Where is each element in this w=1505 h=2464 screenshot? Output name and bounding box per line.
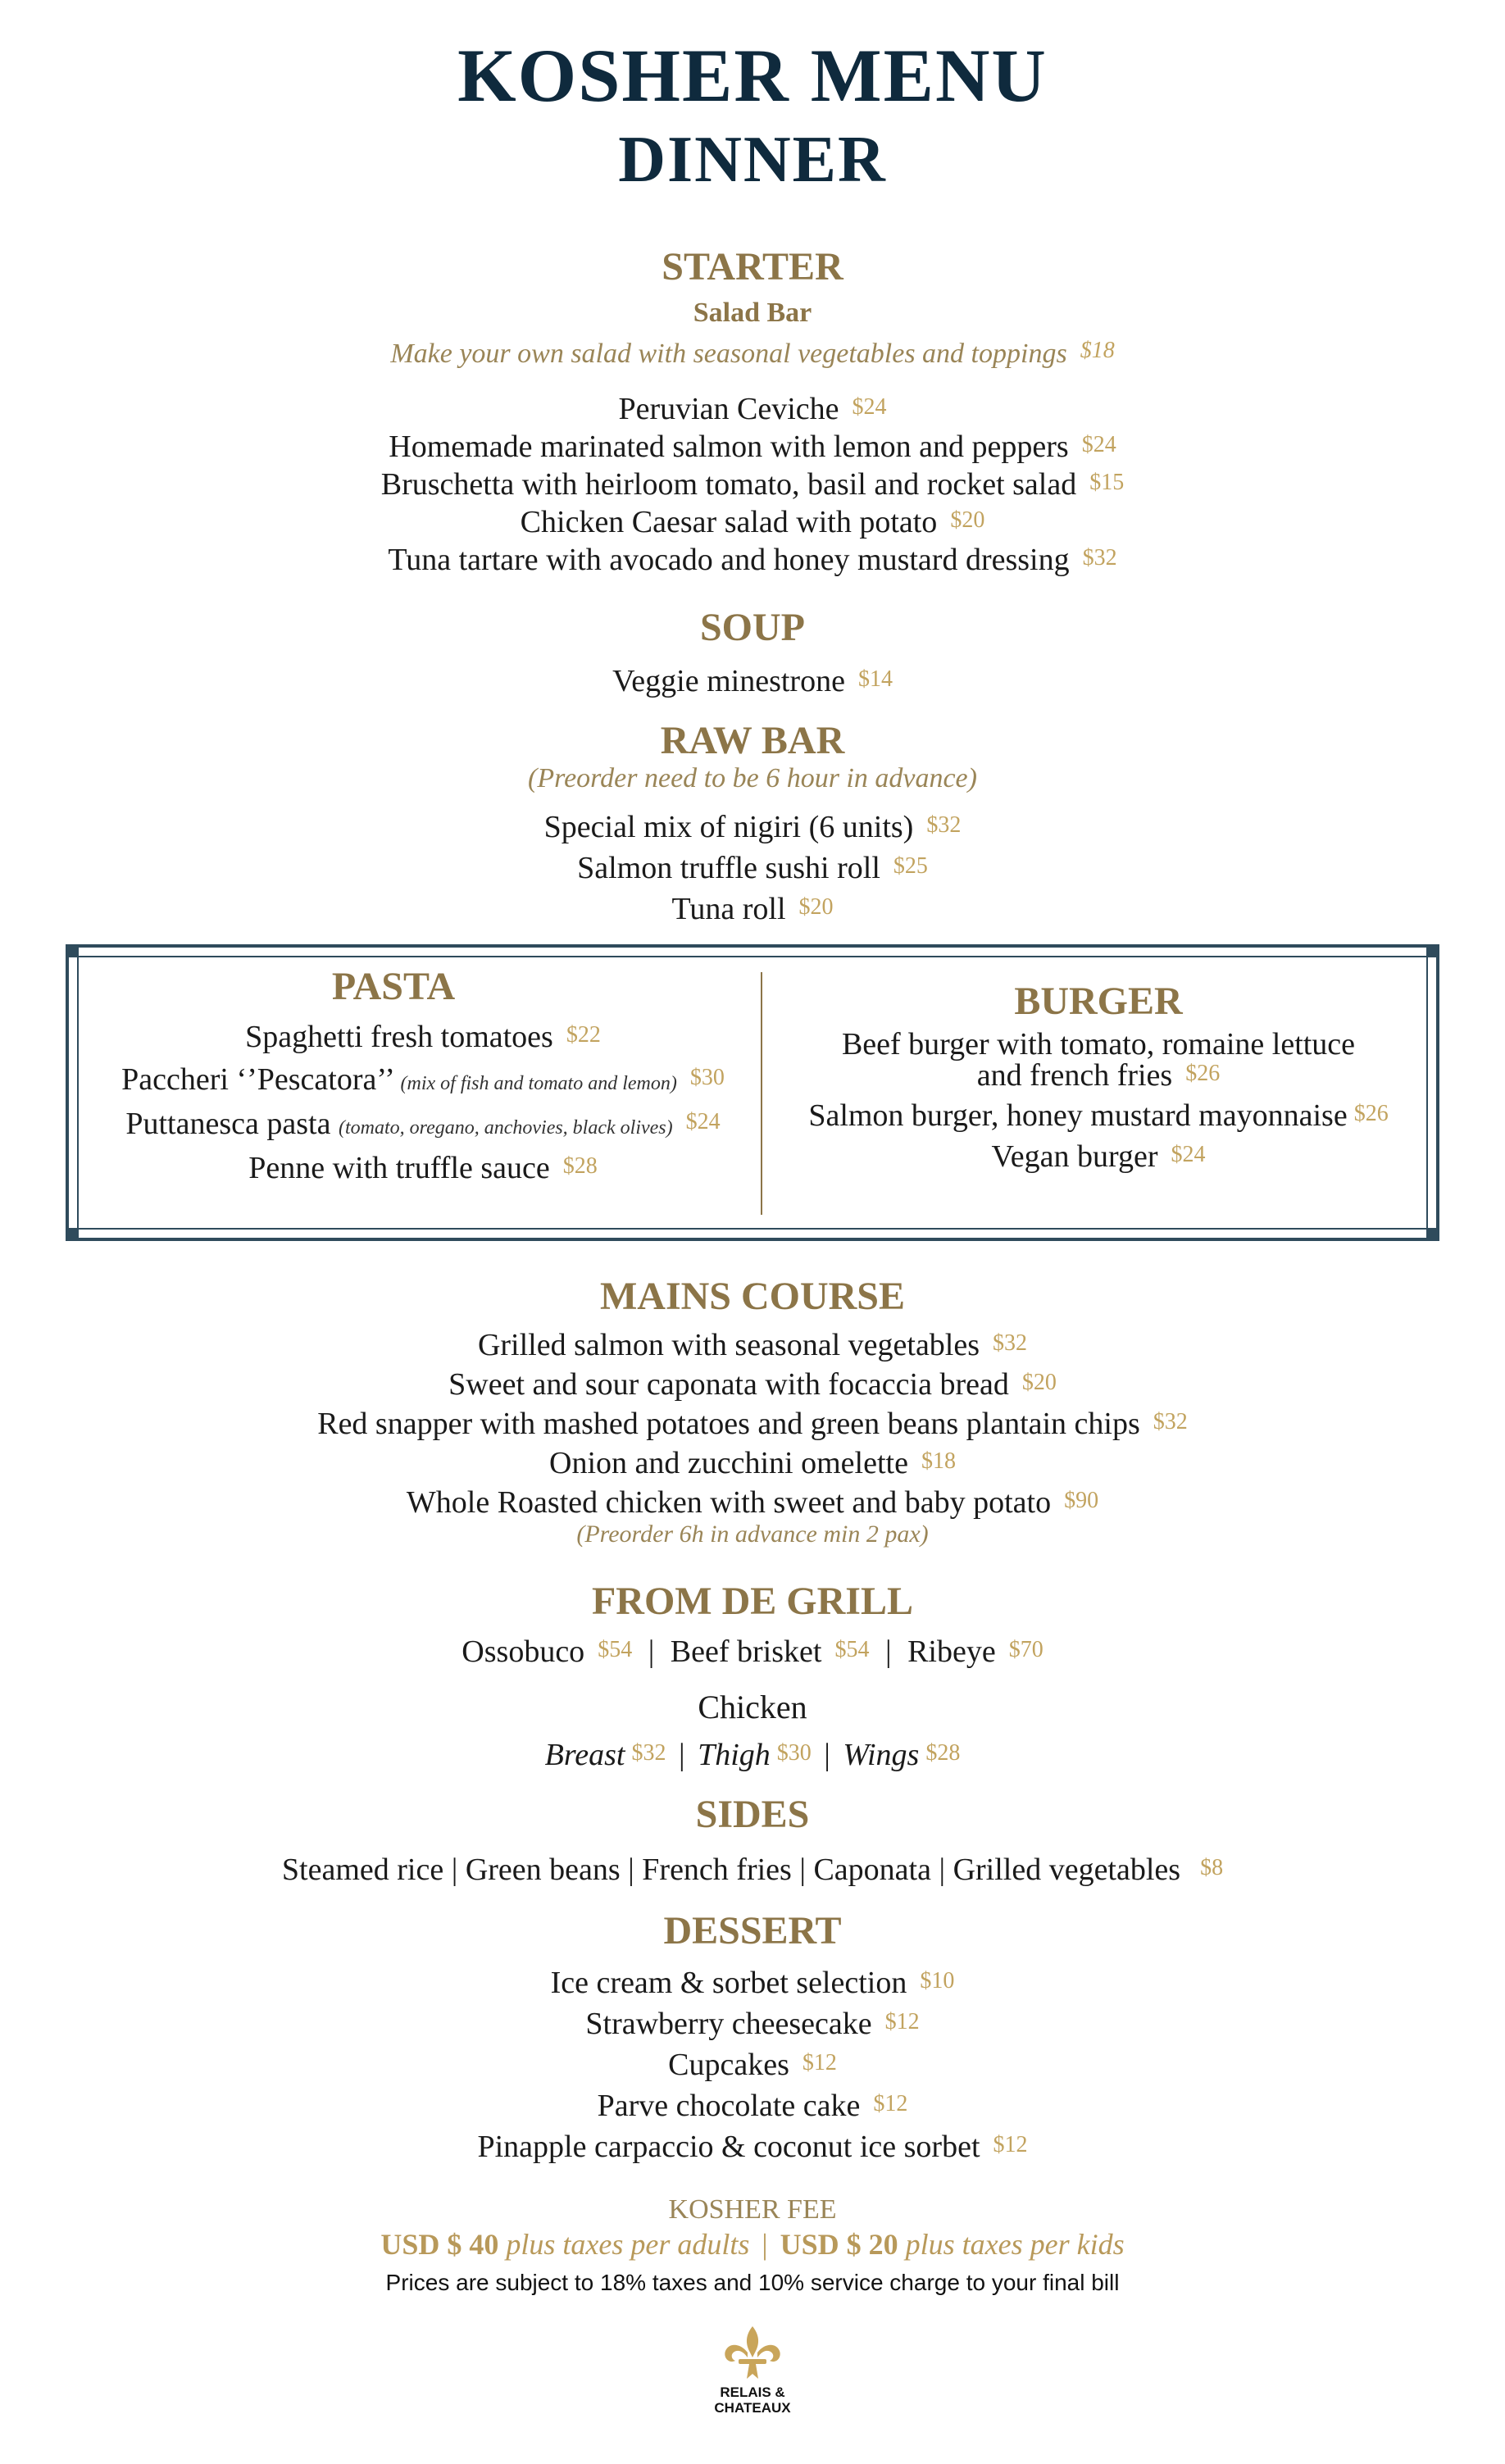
menu-item: Chicken Caesar salad with potato $20 bbox=[520, 505, 985, 539]
starter-heading: STARTER bbox=[662, 245, 843, 289]
logo-line-2: CHATEAUX bbox=[714, 2400, 791, 2416]
menu-title: KOSHER MENU bbox=[457, 34, 1048, 117]
menu-item: Special mix of nigiri (6 units) $32 bbox=[543, 810, 962, 844]
menu-item: Tuna roll $20 bbox=[671, 892, 834, 926]
sides-row: Steamed rice | Green beans | French fries | Caponata | Grilled vegetables $8 bbox=[281, 1853, 1224, 1887]
fleur-de-lis-icon bbox=[721, 2325, 784, 2380]
salad-bar-row bbox=[0, 334, 1505, 371]
menu-item: Strawberry cheesecake $12 bbox=[585, 2007, 920, 2041]
raw-bar-heading: RAW BAR bbox=[660, 719, 845, 762]
menu-item: Penne with truffle sauce $28 bbox=[248, 1151, 598, 1185]
sides-heading: SIDES bbox=[695, 1793, 810, 1836]
menu-item: Whole Roasted chicken with sweet and baby potato $90 bbox=[406, 1485, 1099, 1520]
salad-bar-price: $18 bbox=[1080, 338, 1115, 363]
frame-corner bbox=[66, 944, 79, 957]
menu-item: Puttanesca pasta (tomato, oregano, anchovies, black olives) $24 bbox=[125, 1107, 721, 1141]
pasta-heading: PASTA bbox=[331, 965, 456, 1008]
menu-item: Salmon truffle sushi roll $25 bbox=[577, 851, 928, 885]
menu-item: Onion and zucchini omelette $18 bbox=[549, 1446, 956, 1480]
menu-item: Red snapper with mashed potatoes and green beans plantain chips $32 bbox=[317, 1407, 1188, 1441]
menu-item: Bruschetta with heirloom tomato, basil and rocket salad $15 bbox=[380, 467, 1125, 502]
menu-subtitle: DINNER bbox=[618, 124, 887, 196]
menu-item: Sweet and sour caponata with focaccia bread $20 bbox=[448, 1367, 1057, 1402]
menu-item: Salmon burger, honey mustard mayonnaise $26 bbox=[808, 1098, 1389, 1133]
menu-item: Tuna tartare with avocado and honey mustard dressing $32 bbox=[388, 543, 1117, 577]
mains-preorder-note: (Preorder 6h in advance min 2 pax) bbox=[576, 1521, 929, 1548]
frame-corner bbox=[1426, 1228, 1439, 1241]
mains-heading: MAINS COURSE bbox=[599, 1275, 906, 1318]
menu-item: Parve chocolate cake $12 bbox=[597, 2089, 908, 2123]
menu-item: Veggie minestrone $14 bbox=[612, 664, 893, 698]
relais-chateaux-logo bbox=[0, 2325, 1505, 2416]
salad-bar-desc: Make your own salad with seasonal vegetables and toppings bbox=[390, 339, 1067, 369]
menu-item: Peruvian Ceviche $24 bbox=[618, 392, 887, 426]
soup-heading: SOUP bbox=[699, 606, 805, 649]
menu-item: Pinapple carpaccio & coconut ice sorbet $12 bbox=[477, 2130, 1028, 2164]
menu-item: Vegan burger $24 bbox=[991, 1139, 1206, 1174]
menu-item: Grilled salmon with seasonal vegetables $32 bbox=[477, 1328, 1028, 1362]
salad-bar-title: Salad Bar bbox=[693, 298, 812, 328]
grill-heading: FROM DE GRILL bbox=[591, 1580, 913, 1623]
menu-item: Beef burger with tomato, romaine lettuce and french fries $26 bbox=[841, 1027, 1356, 1093]
menu-item: Spaghetti fresh tomatoes $22 bbox=[245, 1020, 601, 1054]
frame-corner bbox=[1426, 944, 1439, 957]
menu-item: Homemade marinated salmon with lemon and peppers $24 bbox=[389, 430, 1116, 464]
tax-fine-print: Prices are subject to 18% taxes and 10% service charge to your final bill bbox=[385, 2270, 1120, 2295]
chicken-cuts-row: Breast $32 | Thigh $30 | Wings $28 bbox=[544, 1738, 961, 1772]
grill-row: Ossobuco $54 | Beef brisket $54 | Ribeye $70 bbox=[462, 1634, 1043, 1669]
menu-item: Cupcakes $12 bbox=[668, 2048, 837, 2082]
logo-line-1: RELAIS & bbox=[720, 2384, 785, 2400]
kosher-fee-heading: KOSHER FEE bbox=[668, 2194, 837, 2225]
menu-item: Ice cream & sorbet selection $10 bbox=[550, 1966, 955, 2000]
frame-corner bbox=[66, 1228, 79, 1241]
dessert-heading: DESSERT bbox=[663, 1909, 842, 1953]
kosher-fee-line: USD $ 40 plus taxes per adults | USD $ 20 plus taxes per kids bbox=[380, 2228, 1125, 2261]
menu-item: Paccheri ‘’Pescatora’’ (mix of fish and tomato and lemon) $30 bbox=[121, 1062, 725, 1097]
raw-bar-note: (Preorder need to be 6 hour in advance) bbox=[528, 763, 977, 793]
chicken-title: Chicken bbox=[698, 1689, 807, 1725]
burger-heading: BURGER bbox=[1014, 980, 1183, 1023]
